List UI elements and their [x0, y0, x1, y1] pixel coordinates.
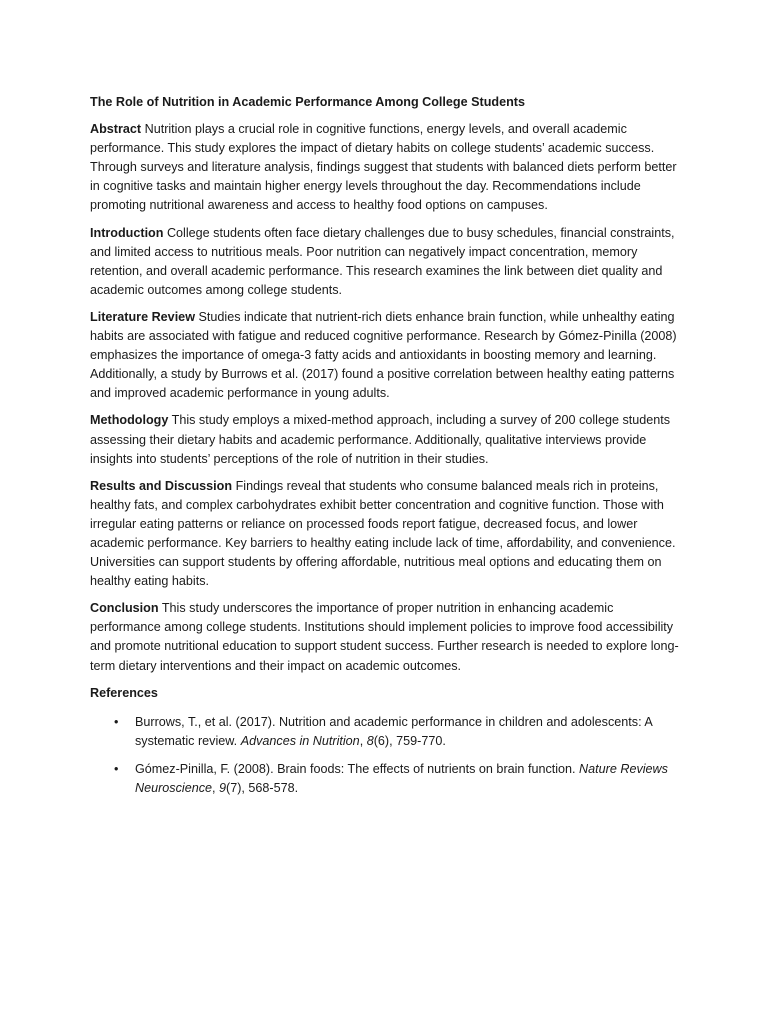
reference-pages: (7), 568-578. — [226, 781, 299, 795]
document-title: The Role of Nutrition in Academic Performance Among College Students — [90, 95, 526, 109]
literature-review-text: Studies indicate that nutrient-rich diets enhance brain function, while unhealthy eating habits are associated with fatigue and reduced cognitive performance. Research by Gómez-Pinilla (2008) emphasizes the importance of omega-3 fatty acids and antioxidants in boosting memory and learning. Additionally, a study by Burrows et al. (2017) found a positive correlation between healthy eating patterns and improved academic performance in young adults. — [90, 309, 677, 401]
reference-text: Gómez-Pinilla, F. (2008). Brain foods: The effects of nutrients on brain function. — [135, 761, 580, 776]
abstract-heading: Abstract — [90, 122, 142, 137]
reference-volume: 9 — [219, 781, 227, 795]
abstract-section — [90, 120, 680, 215]
reference-item — [90, 713, 680, 751]
reference-item — [90, 760, 680, 798]
conclusion-section — [90, 599, 680, 675]
document-page — [90, 93, 680, 807]
literature-review-heading: Literature Review — [90, 309, 195, 324]
references-list — [90, 713, 680, 798]
methodology-heading: Methodology — [90, 413, 169, 428]
methodology-text: This study employs a mixed-method approach, including a survey of 200 college students assessing their dietary habits and academic performance. Additionally, qualitative interviews provide insights into students’ perceptions of the role of nutrition in their studies. — [90, 413, 671, 466]
reference-volume: 8 — [366, 733, 374, 748]
methodology-section — [90, 411, 680, 468]
bullet-icon: • — [114, 761, 119, 776]
reference-text: Burrows, T., et al. (2017). Nutrition and academic performance in children and adolescents: A systematic review. — [135, 714, 653, 748]
introduction-section — [90, 224, 680, 300]
results-discussion-text: Findings reveal that students who consume balanced meals rich in proteins, healthy fats, and complex carbohydrates exhibit better concentration and cognitive function. Those with irregular eating patterns or reliance on processed foods report fatigue, decreased focus, and lower academic performance. Key barriers to healthy eating include lack of time, affordability, and convenience. Universities can support students by offering affordable, nutritious meal options and educating them on healthy eating habits. — [90, 478, 676, 589]
reference-pages: (6), 759-770. — [373, 733, 446, 748]
introduction-text: College students often face dietary challenges due to busy schedules, financial constraints, and limited access to nutritious meals. Poor nutrition can negatively impact concentration, memory retention, and overall academic performance. This research examines the link between diet quality and academic outcomes among college students. — [90, 225, 675, 297]
reference-journal: Advances in Nutrition — [240, 733, 360, 748]
literature-review-section — [90, 308, 680, 403]
reference-journal: Nature Reviews Neuroscience — [135, 761, 668, 795]
abstract-text: Nutrition plays a crucial role in cognitive functions, energy levels, and overall academic performance. This study explores the impact of dietary habits on college students’ academic success. Through surveys and literature analysis, findings suggest that students with balanced diets perform better in cognitive tasks and maintain higher energy levels throughout the day. Recommendations include promoting nutritional awareness and access to healthy food options on campuses. — [90, 122, 677, 213]
reference-separator: , — [359, 733, 367, 748]
conclusion-text: This study underscores the importance of proper nutrition in enhancing academic performance among college students. Institutions should implement policies to improve food accessibility and promote nutritional education to support student success. Further research is needed to explore long-term dietary interventions and their impact on academic outcomes. — [90, 601, 679, 673]
conclusion-heading: Conclusion — [90, 601, 159, 616]
introduction-heading: Introduction — [90, 225, 164, 240]
reference-separator: , — [212, 781, 220, 795]
results-discussion-section — [90, 477, 680, 592]
references-heading: References — [90, 685, 158, 700]
bullet-icon: • — [114, 714, 119, 729]
results-discussion-heading: Results and Discussion — [90, 478, 233, 493]
